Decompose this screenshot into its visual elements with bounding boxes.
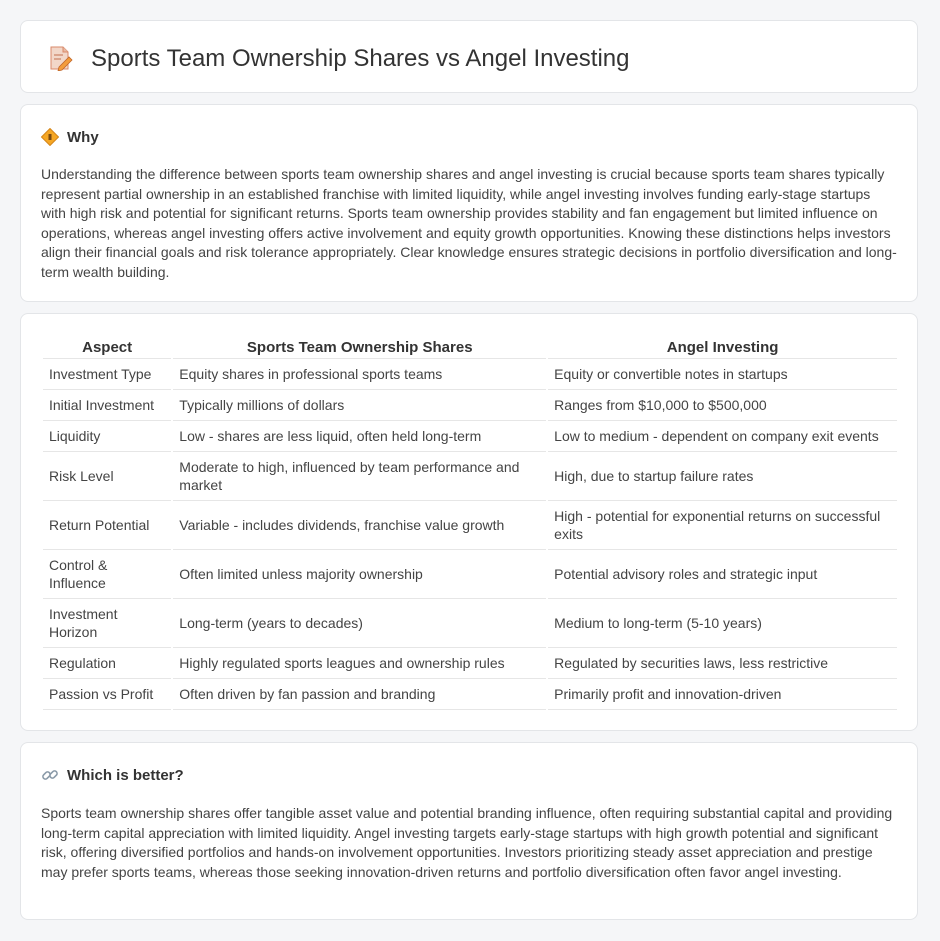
column-header: Sports Team Ownership Shares bbox=[173, 336, 546, 359]
table-header-row bbox=[43, 336, 897, 359]
document-pencil-icon bbox=[47, 45, 73, 71]
table-cell: Moderate to high, influenced by team performance and market bbox=[173, 452, 546, 501]
table-cell: Liquidity bbox=[43, 421, 171, 452]
why-title: Why bbox=[67, 128, 99, 146]
table-row bbox=[43, 452, 897, 501]
column-header: Aspect bbox=[43, 336, 171, 359]
table-cell: Primarily profit and innovation-driven bbox=[548, 679, 897, 710]
table-cell: Often limited unless majority ownership bbox=[173, 550, 546, 599]
table-row bbox=[43, 421, 897, 452]
title-card bbox=[20, 20, 918, 93]
table-cell: Risk Level bbox=[43, 452, 171, 501]
table-cell: Ranges from $10,000 to $500,000 bbox=[548, 390, 897, 421]
table-cell: Long-term (years to decades) bbox=[173, 599, 546, 648]
which-is-better-section bbox=[20, 742, 918, 920]
table-row bbox=[43, 390, 897, 421]
table-cell: Initial Investment bbox=[43, 390, 171, 421]
better-title: Which is better? bbox=[67, 766, 184, 784]
table-cell: Medium to long-term (5-10 years) bbox=[548, 599, 897, 648]
table-cell: Investment Type bbox=[43, 359, 171, 390]
table-row bbox=[43, 359, 897, 390]
table-cell: Regulation bbox=[43, 648, 171, 679]
table-cell: Return Potential bbox=[43, 501, 171, 550]
table-cell: Potential advisory roles and strategic input bbox=[548, 550, 897, 599]
table-cell: Low - shares are less liquid, often held long-term bbox=[173, 421, 546, 452]
why-heading bbox=[41, 127, 99, 147]
better-heading bbox=[41, 765, 184, 785]
table-cell: Passion vs Profit bbox=[43, 679, 171, 710]
link-icon bbox=[41, 766, 59, 784]
table-cell: Equity shares in professional sports teams bbox=[173, 359, 546, 390]
table-cell: Typically millions of dollars bbox=[173, 390, 546, 421]
table-cell: Investment Horizon bbox=[43, 599, 171, 648]
why-text: Understanding the difference between sports team ownership shares and angel investing is crucial because sports team shares typically represent partial ownership in an established franchise with limited liquidity, while angel investing involves funding early-stage startups with high risk and potential for significant returns. Sports team ownership provides stability and fan engagement but limited influence on operations, whereas angel investing offers active involvement and equity growth opportunities. Knowing these distinctions helps investors align their financial goals and risk tolerance appropriately. Clear knowledge ensures strategic decisions in portfolio diversification and long-term wealth building. bbox=[41, 166, 897, 280]
table-cell: Often driven by fan passion and branding bbox=[173, 679, 546, 710]
table-cell: High - potential for exponential returns on successful exits bbox=[548, 501, 897, 550]
table-row bbox=[43, 648, 897, 679]
table-cell: Regulated by securities laws, less restrictive bbox=[548, 648, 897, 679]
table-cell: Equity or convertible notes in startups bbox=[548, 359, 897, 390]
comparison-table-card bbox=[20, 313, 918, 731]
table-cell: Control & Influence bbox=[43, 550, 171, 599]
table-row bbox=[43, 550, 897, 599]
comparison-table bbox=[41, 336, 899, 710]
page-title: Sports Team Ownership Shares vs Angel Investing bbox=[91, 45, 630, 72]
table-cell: Highly regulated sports leagues and ownership rules bbox=[173, 648, 546, 679]
column-header: Angel Investing bbox=[548, 336, 897, 359]
table-cell: Variable - includes dividends, franchise value growth bbox=[173, 501, 546, 550]
why-section bbox=[20, 104, 918, 302]
table-cell: Low to medium - dependent on company exit events bbox=[548, 421, 897, 452]
better-text: Sports team ownership shares offer tangible asset value and potential branding influence, often requiring substantial capital and providing long-term capital appreciation with limited liquidity. Angel investing targets early-stage startups with high growth potential and significant risk, offering diversified portfolios and hands-on involvement opportunities. Investors prioritizing steady asset appreciation and prestige may prefer sports teams, whereas those seeking innovation-driven returns and portfolio diversification often favor angel investing. bbox=[41, 805, 893, 880]
diamond-sign-icon bbox=[41, 128, 59, 146]
table-cell: High, due to startup failure rates bbox=[548, 452, 897, 501]
table-row bbox=[43, 599, 897, 648]
table-row bbox=[43, 501, 897, 550]
table-row bbox=[43, 679, 897, 710]
